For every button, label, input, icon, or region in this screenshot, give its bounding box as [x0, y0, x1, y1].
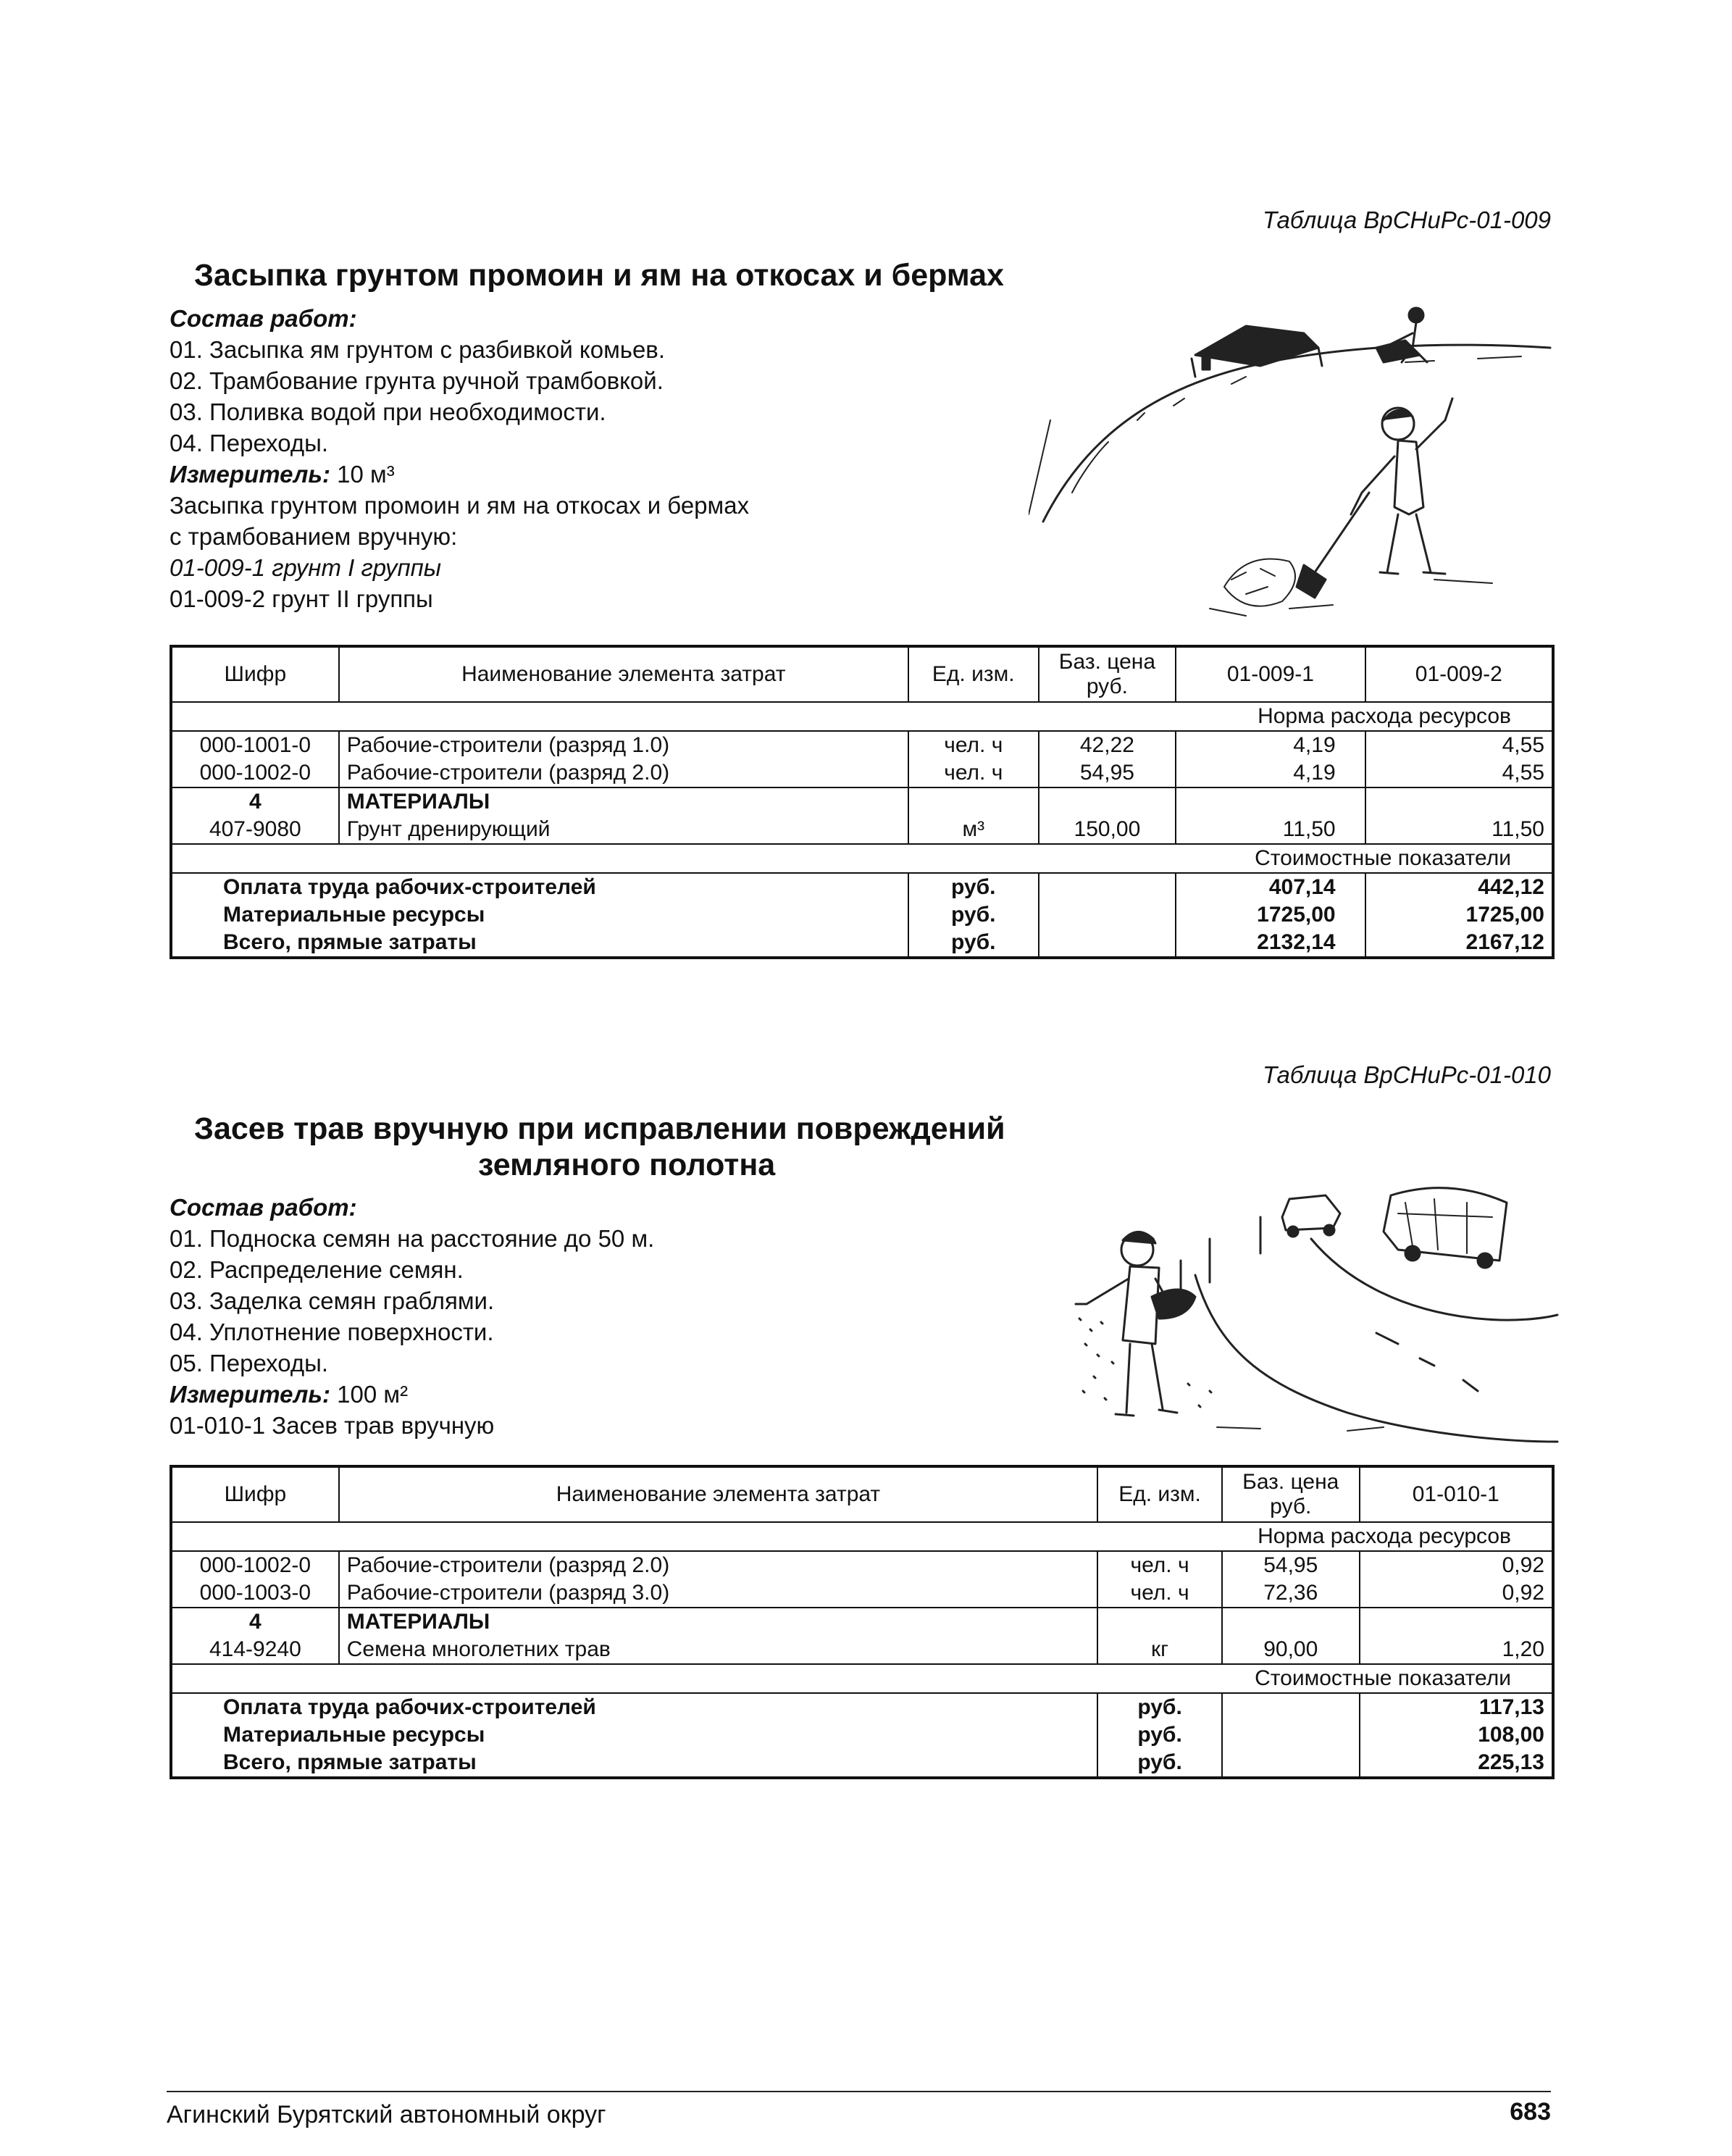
total-row: [171, 901, 1553, 929]
cell-unit: [908, 787, 1039, 816]
section-title: Засыпка грунтом промоин и ям на откосах и бермах: [194, 258, 1004, 293]
table-header-row: [171, 646, 1553, 702]
cell-price: 54,95: [1222, 1551, 1360, 1579]
cell-name: МАТЕРИАЛЫ: [339, 787, 908, 816]
table-tag: Таблица ВрСНиРс-01-010: [1263, 1061, 1551, 1088]
table-row: [171, 1579, 1553, 1608]
total-unit: руб.: [1097, 1721, 1222, 1749]
total-value: 108,00: [1360, 1721, 1553, 1749]
cell-name: Рабочие-строители (разряд 3.0): [339, 1579, 1097, 1608]
total-row: [171, 1721, 1553, 1749]
table-row: [171, 787, 1553, 816]
norm-label-row: [171, 702, 1553, 731]
cost-label: Стоимостные показатели: [171, 844, 1553, 873]
cell-value: 0,92: [1360, 1579, 1553, 1608]
cost-label-row: [171, 1664, 1553, 1693]
resource-table: [170, 645, 1555, 959]
description-line: с трамбованием вручную:: [170, 523, 458, 550]
table-row: [171, 731, 1553, 759]
total-value: 225,13: [1360, 1749, 1553, 1778]
cell-price: 90,00: [1222, 1636, 1360, 1664]
total-row: [171, 1749, 1553, 1778]
page-number: 683: [1510, 2098, 1551, 2126]
header-col1: 01-010-1: [1360, 1466, 1553, 1522]
work-step: 01. Засыпка ям грунтом с разбивкой комьев.: [170, 336, 666, 363]
cell-value: [1360, 1608, 1553, 1636]
variant-line: 01-010-1 Засев трав вручную: [170, 1412, 495, 1439]
total-price: [1039, 929, 1176, 958]
cell-code: 000-1003-0: [171, 1579, 339, 1608]
header-price: Баз. цена руб.: [1222, 1466, 1360, 1522]
cell-code: 000-1001-0: [171, 731, 339, 759]
table-row: [171, 1551, 1553, 1579]
cell-unit: м³: [908, 816, 1039, 844]
composition-heading: Состав работ:: [170, 1194, 357, 1221]
cell-value: 4,19: [1176, 731, 1365, 759]
cell-price: 42,22: [1039, 731, 1176, 759]
header-unit: Ед. изм.: [1097, 1466, 1222, 1522]
header-price: Баз. цена руб.: [1039, 646, 1176, 702]
cell-code: 407-9080: [171, 816, 339, 844]
total-price: [1222, 1721, 1360, 1749]
cost-label-row: [171, 844, 1553, 873]
cell-price: [1039, 787, 1176, 816]
header-code: Шифр: [171, 646, 339, 702]
cell-name: Семена многолетних трав: [339, 1636, 1097, 1664]
meter-line: [170, 1379, 654, 1410]
footer-region: Агинский Бурятский автономный округ: [167, 2101, 606, 2128]
table-row: [171, 759, 1553, 787]
cell-value: 4,19: [1176, 759, 1365, 787]
resource-table: [170, 1465, 1555, 1779]
table-header-row: [171, 1466, 1553, 1522]
total-row: [171, 1693, 1553, 1721]
cell-value: 0,92: [1360, 1551, 1553, 1579]
total-unit: руб.: [908, 929, 1039, 958]
cell-unit: чел. ч: [908, 731, 1039, 759]
table-row: [171, 1636, 1553, 1664]
variant-line: 01-009-2 грунт II группы: [170, 585, 433, 612]
cell-value: [1365, 787, 1553, 816]
cell-value: 11,50: [1365, 816, 1553, 844]
meter-value: 10 м³: [337, 461, 395, 488]
total-name: Материальные ресурсы: [171, 901, 908, 929]
total-price: [1222, 1693, 1360, 1721]
cell-value: [1176, 787, 1365, 816]
cell-unit: чел. ч: [1097, 1551, 1222, 1579]
cell-price: 150,00: [1039, 816, 1176, 844]
cell-unit: чел. ч: [1097, 1579, 1222, 1608]
header-unit: Ед. изм.: [908, 646, 1039, 702]
total-row: [171, 929, 1553, 958]
total-value: 117,13: [1360, 1693, 1553, 1721]
section-title: Засев трав вручную при исправлении повреждений: [194, 1111, 1005, 1146]
work-step: 01. Подноска семян на расстояние до 50 м.: [170, 1225, 655, 1252]
description-line: Засыпка грунтом промоин и ям на откосах и бермах: [170, 492, 750, 519]
total-name: Материальные ресурсы: [171, 1721, 1097, 1749]
variant-line: 01-009-1 грунт I группы: [170, 554, 442, 581]
cell-unit: кг: [1097, 1636, 1222, 1664]
cell-name: Рабочие-строители (разряд 2.0): [339, 1551, 1097, 1579]
slope-workers-illustration: [1029, 275, 1565, 638]
cell-value: 11,50: [1176, 816, 1365, 844]
cell-price: [1222, 1608, 1360, 1636]
cell-code: 4: [171, 787, 339, 816]
cell-unit: чел. ч: [908, 759, 1039, 787]
total-unit: руб.: [908, 873, 1039, 901]
total-value: 407,14: [1176, 873, 1365, 901]
header-name: Наименование элемента затрат: [339, 1466, 1097, 1522]
work-description: [170, 1192, 654, 1441]
cell-price: 54,95: [1039, 759, 1176, 787]
cell-value: 4,55: [1365, 759, 1553, 787]
work-description: [170, 303, 749, 614]
work-step: 02. Трамбование грунта ручной трамбовкой.: [170, 367, 664, 394]
total-row: [171, 873, 1553, 901]
total-value: 442,12: [1365, 873, 1553, 901]
total-value: 1725,00: [1176, 901, 1365, 929]
cell-unit: [1097, 1608, 1222, 1636]
table-row: [171, 816, 1553, 844]
work-step: 03. Заделка семян граблями.: [170, 1287, 495, 1314]
section-title-continued: земляного полотна: [478, 1148, 776, 1182]
cell-value: 4,55: [1365, 731, 1553, 759]
header-name: Наименование элемента затрат: [339, 646, 908, 702]
composition-heading: Состав работ:: [170, 305, 357, 332]
cell-code: 000-1002-0: [171, 759, 339, 787]
cell-name: Грунт дренирующий: [339, 816, 908, 844]
total-price: [1039, 901, 1176, 929]
work-step: 03. Поливка водой при необходимости.: [170, 398, 606, 425]
header-col1: 01-009-1: [1176, 646, 1365, 702]
meter-value: 100 м²: [337, 1381, 409, 1408]
work-step: 05. Переходы.: [170, 1350, 328, 1376]
cell-code: 000-1002-0: [171, 1551, 339, 1579]
meter-label: Измеритель:: [170, 461, 330, 488]
total-name: Всего, прямые затраты: [171, 1749, 1097, 1778]
total-unit: руб.: [1097, 1693, 1222, 1721]
norm-label: Норма расхода ресурсов: [171, 702, 1553, 731]
cost-label: Стоимостные показатели: [171, 1664, 1553, 1693]
total-name: Всего, прямые затраты: [171, 929, 908, 958]
total-price: [1222, 1749, 1360, 1778]
cell-name: Рабочие-строители (разряд 1.0): [339, 731, 908, 759]
work-step: 04. Уплотнение поверхности.: [170, 1319, 494, 1345]
total-value: 1725,00: [1365, 901, 1553, 929]
total-value: 2167,12: [1365, 929, 1553, 958]
meter-label: Измеритель:: [170, 1381, 330, 1408]
cell-price: 72,36: [1222, 1579, 1360, 1608]
cell-code: 414-9240: [171, 1636, 339, 1664]
seed-sowing-illustration: [1072, 1174, 1565, 1449]
table-tag: Таблица ВрСНиРс-01-009: [1263, 206, 1551, 233]
cell-name: Рабочие-строители (разряд 2.0): [339, 759, 908, 787]
total-unit: руб.: [908, 901, 1039, 929]
work-step: 04. Переходы.: [170, 430, 328, 456]
norm-label: Норма расхода ресурсов: [171, 1522, 1553, 1551]
footer-divider: [167, 2091, 1551, 2092]
cell-name: МАТЕРИАЛЫ: [339, 1608, 1097, 1636]
table-row: [171, 1608, 1553, 1636]
norm-label-row: [171, 1522, 1553, 1551]
cell-code: 4: [171, 1608, 339, 1636]
meter-line: [170, 459, 749, 490]
cell-value: 1,20: [1360, 1636, 1553, 1664]
total-price: [1039, 873, 1176, 901]
total-unit: руб.: [1097, 1749, 1222, 1778]
total-value: 2132,14: [1176, 929, 1365, 958]
header-code: Шифр: [171, 1466, 339, 1522]
total-name: Оплата труда рабочих-строителей: [171, 873, 908, 901]
work-step: 02. Распределение семян.: [170, 1256, 464, 1283]
total-name: Оплата труда рабочих-строителей: [171, 1693, 1097, 1721]
header-col2: 01-009-2: [1365, 646, 1553, 702]
